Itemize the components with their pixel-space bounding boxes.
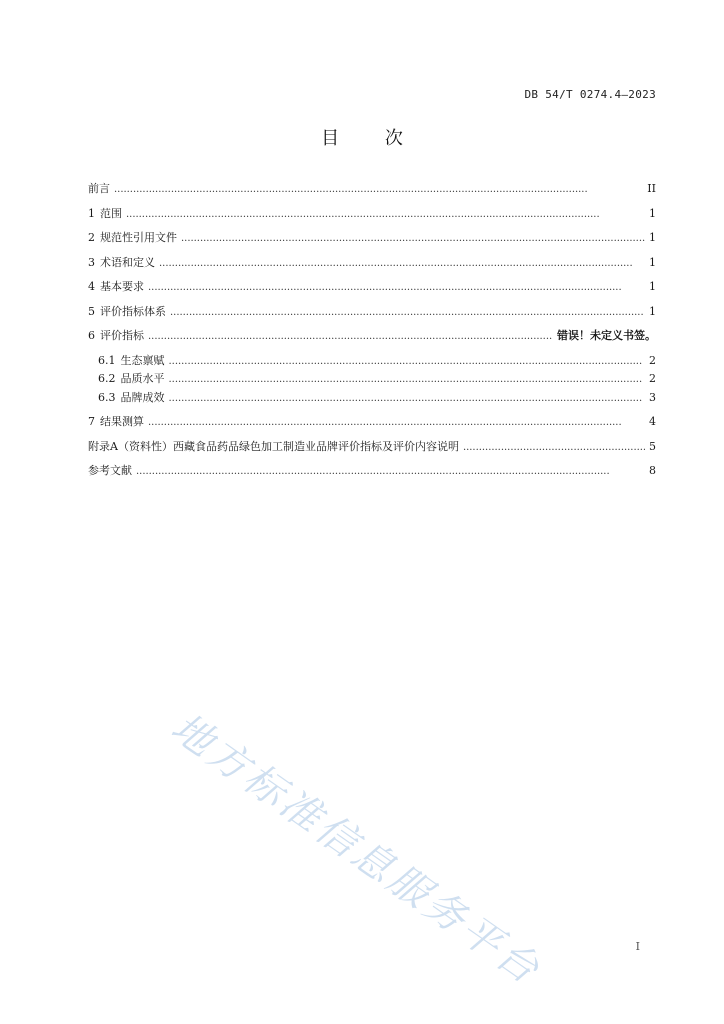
toc-entry-brand-effectiveness[interactable] — [88, 389, 656, 414]
toc-entry-page: 3 — [649, 390, 656, 404]
toc-leader-dots — [114, 181, 643, 199]
toc-entry-number: 3 — [88, 255, 95, 269]
toc-entry-label: 品质水平 — [120, 372, 165, 385]
toc-entry-normative-references[interactable] — [88, 229, 656, 254]
toc-entry-label: 品牌成效 — [120, 390, 165, 404]
toc-entry-number: 6 — [88, 329, 95, 342]
toc-leader-dots — [126, 206, 645, 224]
toc-leader-dots — [170, 304, 645, 322]
toc-entry-label: 附录A（资料性）西藏食品药品绿色加工制造业品牌评价指标及评价内容说明 — [88, 439, 459, 453]
toc-entry-page: 1 — [649, 304, 656, 318]
toc-entry-label: 评价指标体系 — [100, 304, 166, 318]
toc-entry-label: 结果测算 — [100, 415, 144, 428]
toc-entry-label: 评价指标 — [100, 329, 144, 342]
document-code: DB 54/T 0274.4—2023 — [524, 88, 656, 101]
toc-title: 目 次 — [321, 128, 423, 149]
toc-entry-page: 2 — [649, 353, 656, 367]
toc-entry-ecological-endowment[interactable] — [88, 352, 656, 371]
toc-entry-page: 1 — [649, 231, 656, 244]
toc-leader-dots — [169, 353, 646, 371]
toc-entry-page: 2 — [649, 372, 656, 385]
toc-entry-number: 4 — [88, 280, 95, 293]
toc-entry-label: 术语和定义 — [100, 255, 155, 269]
toc-leader-dots — [181, 230, 645, 248]
toc-entry-foreword[interactable] — [88, 180, 656, 205]
toc-entry-number: 5 — [88, 304, 95, 318]
toc-leader-dots — [136, 463, 645, 481]
toc-entry-indicator-system[interactable] — [88, 303, 656, 328]
toc-entry-page: 5 — [649, 439, 656, 453]
toc-entry-quality-level[interactable] — [88, 370, 656, 389]
toc-entry-evaluation-indicators[interactable] — [88, 327, 656, 352]
toc-leader-dots — [169, 390, 646, 408]
toc-entry-number: 6.1 — [98, 353, 116, 367]
toc-leader-dots — [148, 279, 645, 297]
toc-entry-page: 1 — [649, 280, 656, 293]
toc-leader-dots — [148, 328, 553, 346]
toc-leader-dots — [169, 371, 646, 389]
toc-leader-dots — [148, 414, 645, 432]
toc-entry-number: 6.2 — [98, 372, 116, 385]
toc-entry-label: 范围 — [100, 206, 122, 220]
toc-entry-scope[interactable] — [88, 205, 656, 230]
toc-entry-page: II — [647, 182, 656, 195]
toc-entry-label: 基本要求 — [100, 280, 144, 293]
toc-entry-label: 前言 — [88, 182, 110, 195]
toc-leader-dots — [159, 255, 645, 273]
toc-entry-terms-definitions[interactable] — [88, 254, 656, 279]
toc-entry-number: 7 — [88, 415, 95, 428]
toc-entry-number: 1 — [88, 206, 95, 220]
toc-entry-number: 6.3 — [98, 390, 116, 404]
toc-entry-page: 8 — [649, 464, 656, 477]
watermark: 地方标准信息服务平台 — [162, 704, 550, 995]
toc-entry-label: 规范性引用文件 — [100, 231, 177, 244]
toc-entry-page: 4 — [649, 415, 656, 428]
toc-entry-number: 2 — [88, 231, 95, 244]
toc-entry-page-error: 错误！未定义书签。 — [557, 329, 656, 342]
toc-entry-appendix-a[interactable] — [88, 438, 656, 463]
toc-entry-label: 参考文献 — [88, 464, 132, 477]
toc-entry-page: 1 — [649, 206, 656, 220]
toc-entry-page: 1 — [649, 255, 656, 269]
toc-entry-basic-requirements[interactable] — [88, 278, 656, 303]
toc-entry-label: 生态禀赋 — [120, 353, 165, 367]
toc-leader-dots — [463, 439, 645, 457]
toc-entry-bibliography[interactable] — [88, 462, 656, 487]
footer-page-number: I — [635, 940, 640, 953]
toc-entry-result-calculation[interactable] — [88, 413, 656, 438]
table-of-contents — [88, 180, 656, 487]
